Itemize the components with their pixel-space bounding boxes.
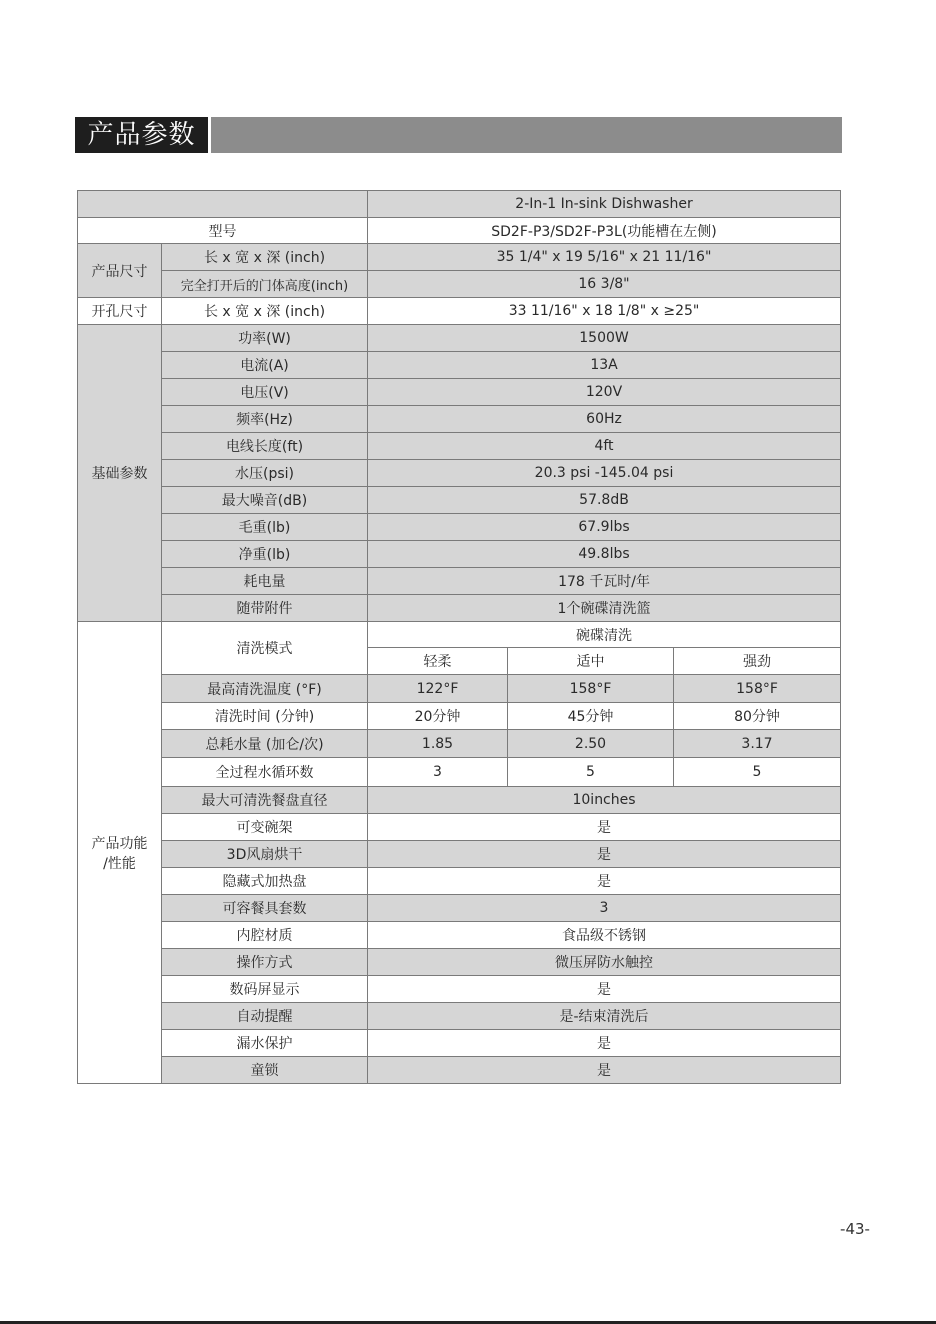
category-features-line1: 产品功能 (91, 835, 148, 852)
page-number: -43- (840, 1220, 870, 1238)
size-label: 长 x 宽 x 深 (inch) (162, 244, 368, 271)
mode-intensive: 强劲 (674, 648, 841, 675)
mode-row-label: 全过程水循环数 (162, 758, 368, 787)
mode-row-value: 2.50 (508, 730, 674, 758)
feature-value: 是 (368, 1057, 841, 1084)
basic-value: 67.9lbs (368, 514, 841, 541)
mode-row-value: 1.85 (368, 730, 508, 758)
basic-label: 耗电量 (162, 568, 368, 595)
mode-row-label: 清洗时间 (分钟) (162, 703, 368, 730)
feature-label: 隐藏式加热盘 (162, 868, 368, 895)
feature-label: 内腔材质 (162, 922, 368, 949)
basic-label: 电流(A) (162, 352, 368, 379)
feature-value: 食品级不锈钢 (368, 922, 841, 949)
category-cutout: 开孔尺寸 (78, 298, 162, 325)
basic-value: 13A (368, 352, 841, 379)
category-size: 产品尺寸 (78, 244, 162, 298)
mode-row-value: 3 (368, 758, 508, 787)
feature-value: 是-结束清洗后 (368, 1003, 841, 1030)
category-basic: 基础参数 (78, 325, 162, 622)
mode-row-value: 3.17 (674, 730, 841, 758)
feature-label: 最大可清洗餐盘直径 (162, 787, 368, 814)
feature-value: 是 (368, 814, 841, 841)
category-features-line2: /性能 (103, 855, 136, 872)
basic-value: 120V (368, 379, 841, 406)
category-features (78, 622, 162, 1084)
mode-row-value: 158°F (508, 675, 674, 703)
mode-row-value: 45分钟 (508, 703, 674, 730)
basic-label: 毛重(lb) (162, 514, 368, 541)
spec-table (77, 190, 841, 1084)
size-value: 35 1/4" x 19 5/16" x 21 11/16" (368, 244, 841, 271)
feature-label: 童锁 (162, 1057, 368, 1084)
wash-mode-label: 清洗模式 (162, 622, 368, 675)
basic-value: 1个碗碟清洗篮 (368, 595, 841, 622)
feature-label: 可变碗架 (162, 814, 368, 841)
section-title: 产品参数 (75, 117, 208, 153)
feature-value: 是 (368, 841, 841, 868)
basic-label: 电压(V) (162, 379, 368, 406)
feature-value: 是 (368, 976, 841, 1003)
feature-label: 漏水保护 (162, 1030, 368, 1057)
spec-header-blank (78, 191, 368, 218)
door-height-value: 16 3/8" (368, 271, 841, 298)
basic-value: 57.8dB (368, 487, 841, 514)
feature-value: 3 (368, 895, 841, 922)
basic-label: 功率(W) (162, 325, 368, 352)
basic-label: 频率(Hz) (162, 406, 368, 433)
mode-row-label: 总耗水量 (加仑/次) (162, 730, 368, 758)
feature-label: 自动提醒 (162, 1003, 368, 1030)
feature-label: 操作方式 (162, 949, 368, 976)
mode-gentle: 轻柔 (368, 648, 508, 675)
feature-value: 微压屏防水触控 (368, 949, 841, 976)
mode-row-value: 5 (674, 758, 841, 787)
basic-label: 电线长度(ft) (162, 433, 368, 460)
wash-mode-group: 碗碟清洗 (368, 622, 841, 648)
mode-row-value: 20分钟 (368, 703, 508, 730)
basic-label: 最大噪音(dB) (162, 487, 368, 514)
basic-value: 20.3 psi -145.04 psi (368, 460, 841, 487)
section-title-bar (211, 117, 842, 153)
feature-value: 是 (368, 868, 841, 895)
feature-label: 可容餐具套数 (162, 895, 368, 922)
cutout-value: 33 11/16" x 18 1/8" x ≥25" (368, 298, 841, 325)
mode-row-label: 最高清洗温度 (°F) (162, 675, 368, 703)
cutout-label: 长 x 宽 x 深 (inch) (162, 298, 368, 325)
door-height-label: 完全打开后的门体高度(inch) (162, 271, 368, 298)
basic-value: 1500W (368, 325, 841, 352)
basic-label: 随带附件 (162, 595, 368, 622)
basic-value: 60Hz (368, 406, 841, 433)
mode-row-value: 122°F (368, 675, 508, 703)
mode-row-value: 158°F (674, 675, 841, 703)
feature-label: 数码屏显示 (162, 976, 368, 1003)
feature-value: 10inches (368, 787, 841, 814)
basic-value: 49.8lbs (368, 541, 841, 568)
feature-value: 是 (368, 1030, 841, 1057)
basic-value: 178 千瓦时/年 (368, 568, 841, 595)
basic-label: 水压(psi) (162, 460, 368, 487)
model-value: SD2F-P3/SD2F-P3L(功能槽在左侧) (368, 218, 841, 244)
mode-row-value: 5 (508, 758, 674, 787)
model-label: 型号 (78, 218, 368, 244)
mode-normal: 适中 (508, 648, 674, 675)
basic-value: 4ft (368, 433, 841, 460)
basic-label: 净重(lb) (162, 541, 368, 568)
feature-label: 3D风扇烘干 (162, 841, 368, 868)
product-name: 2-In-1 In-sink Dishwasher (368, 191, 841, 218)
mode-row-value: 80分钟 (674, 703, 841, 730)
